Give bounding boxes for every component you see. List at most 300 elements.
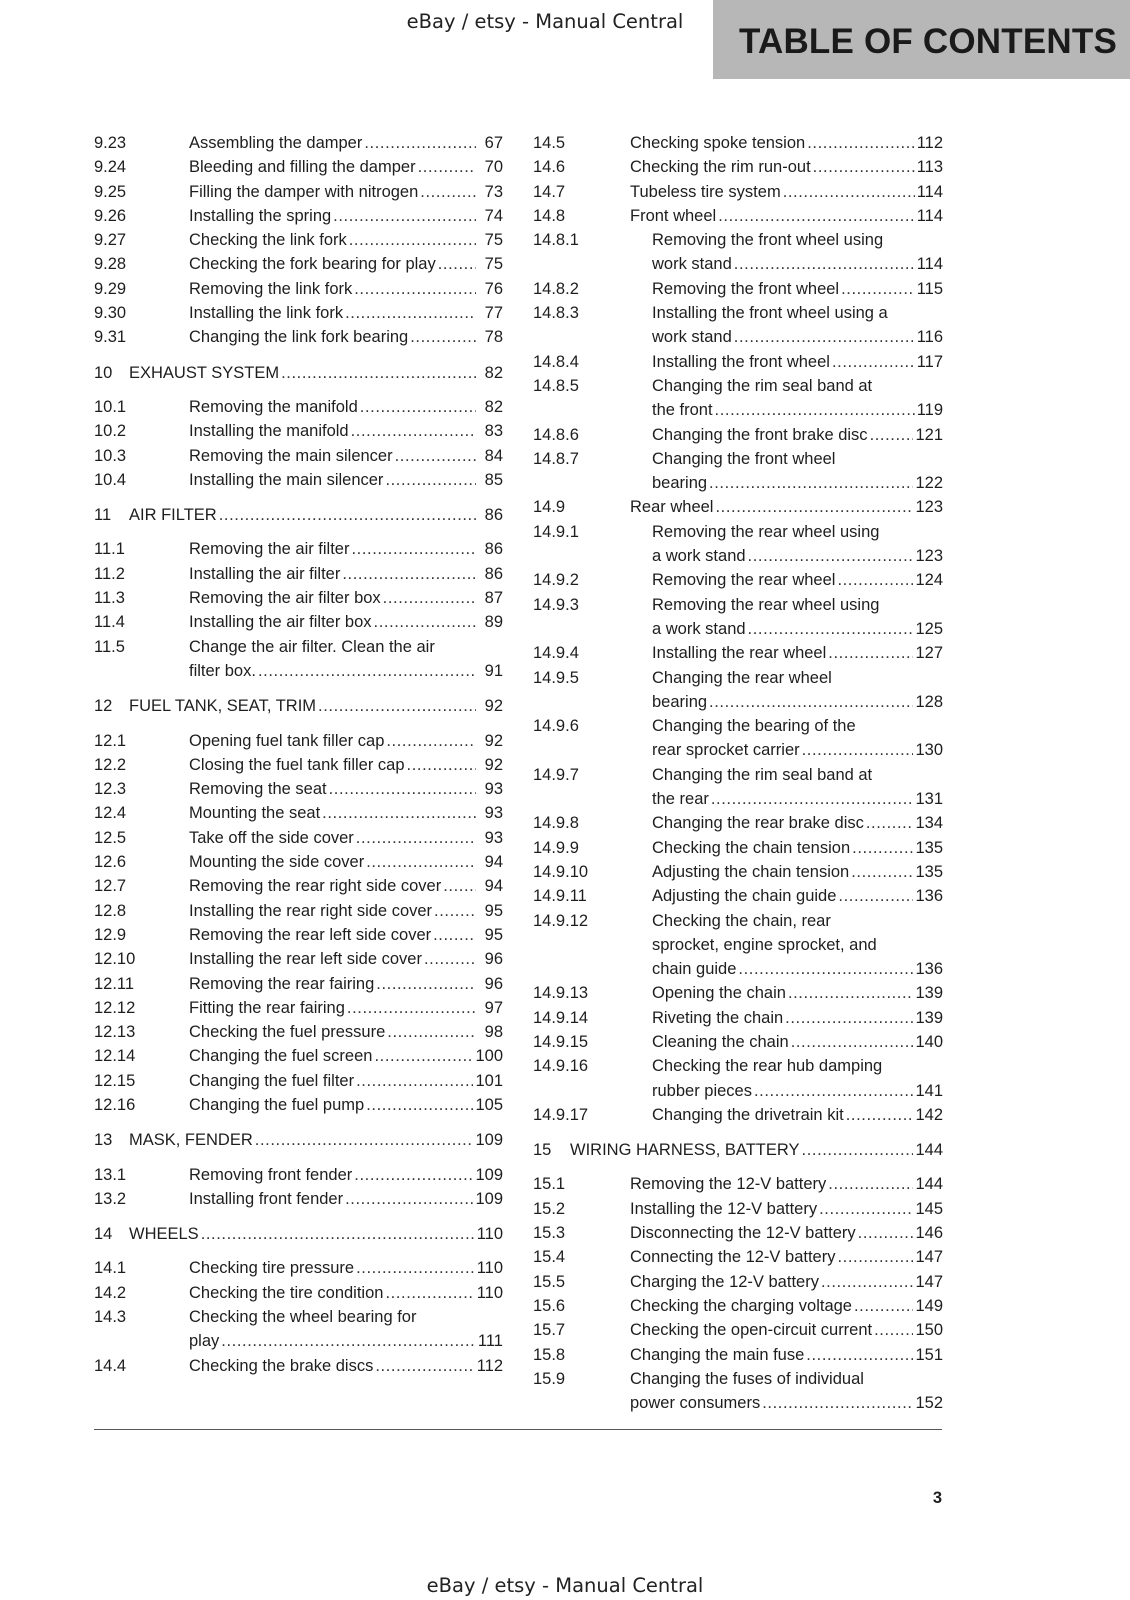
dot-leader: [806, 1343, 913, 1367]
toc-entry-number: 9.26: [94, 206, 127, 225]
toc-entry[interactable]: [94, 850, 503, 874]
toc-entry-number: 14.8.3: [533, 304, 579, 323]
dot-leader: [221, 1329, 476, 1353]
toc-page-number: 96: [484, 950, 503, 969]
dot-leader: [407, 753, 476, 777]
toc-entry[interactable]: [533, 1367, 943, 1416]
toc-entry[interactable]: [533, 301, 943, 350]
toc-page-number: 122: [915, 474, 943, 493]
toc-entry-number: 11: [94, 506, 112, 525]
toc-entry-number: 9.23: [94, 134, 127, 152]
dot-leader: [837, 1245, 913, 1269]
dot-leader: [802, 738, 914, 762]
toc-page-number: 96: [484, 974, 503, 993]
dot-leader: [356, 1069, 473, 1093]
toc-entry[interactable]: [533, 1245, 943, 1269]
toc-entry-title: Adjusting the chain guide: [652, 887, 837, 906]
toc-entry[interactable]: [94, 635, 503, 684]
toc-entry-number: 13.1: [94, 1165, 127, 1184]
toc-page-number: 101: [475, 1071, 503, 1090]
toc-entry-title: Changing the front wheel: [652, 449, 836, 468]
dot-leader: [347, 996, 476, 1020]
toc-entry-title: the front: [652, 401, 713, 420]
toc-page-number: 114: [916, 182, 943, 201]
toc-entry-number: 12: [94, 697, 113, 716]
toc-page-number: 141: [915, 1081, 943, 1100]
toc-entry-number: 15.8: [533, 1345, 566, 1364]
toc-entry[interactable]: [533, 228, 943, 277]
dot-leader: [443, 874, 476, 898]
toc-page-number: 139: [915, 984, 943, 1003]
toc-entry[interactable]: [94, 610, 503, 634]
page-number: 3: [932, 1489, 942, 1507]
toc-entry-number: 15.7: [533, 1321, 566, 1340]
toc-entry-title: Riveting the chain: [652, 1008, 784, 1027]
toc-page-number: 111: [477, 1332, 503, 1351]
dot-leader: [356, 1256, 475, 1280]
toc-entry[interactable]: [94, 1354, 503, 1378]
dot-leader: [754, 1079, 913, 1103]
toc-entry[interactable]: [533, 1221, 943, 1245]
toc-entry-number: 13.2: [94, 1189, 127, 1208]
toc-entry[interactable]: [533, 1172, 943, 1196]
toc-page-number: 134: [915, 814, 943, 833]
toc-entry[interactable]: [94, 729, 503, 753]
toc-entry[interactable]: [94, 1187, 503, 1211]
toc-entry[interactable]: [94, 562, 503, 586]
page-title: TABLE OF CONTENTS: [739, 22, 1118, 61]
dot-leader: [866, 811, 914, 835]
toc-entry[interactable]: [94, 899, 503, 923]
toc-entry[interactable]: [533, 641, 943, 665]
dot-leader: [718, 204, 914, 228]
toc-page-number: 147: [915, 1272, 943, 1291]
toc-entry-title: Removing the main silencer: [189, 446, 393, 465]
toc-page-number: 135: [915, 862, 943, 881]
toc-entry-title: WIRING HARNESS, BATTERY: [570, 1141, 800, 1160]
toc-entry-number: 14.4: [94, 1356, 127, 1375]
toc-chapter[interactable]: [94, 1222, 503, 1246]
dot-leader: [376, 972, 476, 996]
toc-entry-title: Removing the rear wheel using: [652, 522, 880, 541]
toc-page-number: 147: [915, 1248, 943, 1267]
dot-leader: [819, 1197, 913, 1221]
toc-entry[interactable]: [533, 909, 943, 982]
toc-page-number: 110: [476, 1283, 503, 1302]
toc-page-number: 86: [484, 506, 503, 525]
dot-leader: [832, 350, 915, 374]
toc-page-number: 123: [915, 547, 943, 566]
toc-entry-number: 15.5: [533, 1272, 566, 1291]
toc-entry[interactable]: [533, 836, 943, 860]
toc-entry-title: Checking the rim run-out: [630, 158, 811, 177]
dot-leader: [858, 1221, 914, 1245]
toc-entry[interactable]: [533, 666, 943, 715]
toc-entry[interactable]: [94, 972, 503, 996]
toc-entry-number: 9.28: [94, 255, 127, 274]
toc-entry[interactable]: [94, 801, 503, 825]
toc-entry-number: 14.7: [533, 182, 566, 201]
toc-entry[interactable]: [94, 874, 503, 898]
toc-entry-number: 9.27: [94, 231, 127, 250]
toc-entry[interactable]: [533, 1054, 943, 1103]
toc-page-number: 78: [484, 328, 503, 347]
toc-entry[interactable]: [94, 131, 503, 155]
toc-entry-title: Removing the seat: [189, 780, 327, 799]
dot-leader: [219, 503, 476, 527]
dot-leader: [366, 850, 476, 874]
toc-right-column: [533, 131, 943, 1415]
toc-page-number: 82: [484, 397, 503, 416]
dot-leader: [852, 836, 913, 860]
toc-entry-number: 10.2: [94, 422, 127, 441]
dot-leader: [813, 155, 915, 179]
toc-entry-number: 12.16: [94, 1095, 136, 1114]
toc-entry-number: 10: [94, 363, 113, 382]
dot-leader: [854, 1294, 913, 1318]
toc-entry[interactable]: [94, 777, 503, 801]
toc-entry-title: rubber pieces: [652, 1081, 752, 1100]
dot-leader: [354, 1163, 473, 1187]
toc-page-number: 92: [484, 731, 503, 750]
toc-entry-title: Checking the tire condition: [189, 1283, 384, 1302]
toc-entry-number: 14.8.5: [533, 376, 579, 395]
toc-entry[interactable]: [533, 131, 943, 155]
toc-entry[interactable]: [94, 826, 503, 850]
toc-entry-number: 12.1: [94, 731, 127, 750]
toc-entry-number: 14.9.14: [533, 1008, 589, 1027]
toc-entry[interactable]: [533, 1294, 943, 1318]
dot-leader: [333, 204, 476, 228]
toc-entry[interactable]: [533, 520, 943, 569]
toc-entry-number: 14.9.16: [533, 1057, 589, 1076]
toc-entry[interactable]: [94, 1093, 503, 1117]
toc-entry-number: 14.8.2: [533, 279, 579, 298]
toc-entry-number: 14.9.2: [533, 571, 579, 590]
toc-entry-title: Checking the rear hub damping: [652, 1057, 883, 1076]
toc-entry-title: Checking the wheel bearing for: [189, 1308, 417, 1327]
toc-page-number: 82: [484, 363, 503, 382]
toc-entry[interactable]: [94, 468, 503, 492]
toc-entry[interactable]: [533, 277, 943, 301]
dot-leader: [846, 1103, 914, 1127]
toc-entry[interactable]: [94, 1069, 503, 1093]
footer-divider: [94, 1429, 942, 1430]
toc-page-number: 86: [484, 540, 503, 559]
toc-page-number: 67: [484, 134, 503, 152]
toc-entry-title: Charging the 12-V battery: [630, 1272, 819, 1291]
dot-leader: [709, 471, 913, 495]
dot-leader: [785, 1006, 913, 1030]
toc-entry-title: Changing the fuel pump: [189, 1095, 365, 1114]
toc-entry-title: Closing the fuel tank filler cap: [189, 755, 405, 774]
toc-entry-number: 12.9: [94, 925, 127, 944]
toc-entry-title: Changing the front brake disc: [652, 425, 868, 444]
toc-entry-title: Opening the chain: [652, 984, 786, 1003]
dot-leader: [828, 641, 913, 665]
toc-entry-number: 14.6: [533, 158, 566, 177]
toc-entry-number: 14.9.1: [533, 522, 579, 541]
toc-page-number: 142: [915, 1105, 943, 1124]
toc-entry[interactable]: [533, 884, 943, 908]
toc-page-number: 115: [916, 279, 943, 298]
dot-leader: [322, 801, 476, 825]
toc-entry[interactable]: [94, 395, 503, 419]
toc-entry-number: 14.9.12: [533, 911, 589, 930]
toc-entry-number: 12.2: [94, 755, 127, 774]
toc-page-number: 136: [915, 887, 943, 906]
toc-entry-number: 9.29: [94, 279, 127, 298]
toc-entry-title: Checking the link fork: [189, 231, 347, 250]
toc-entry-number: 12.13: [94, 1023, 136, 1042]
dot-leader: [828, 1172, 913, 1196]
toc-entry[interactable]: [94, 753, 503, 777]
dot-leader: [351, 537, 476, 561]
toc-page-number: 150: [915, 1321, 943, 1340]
dot-leader: [838, 884, 913, 908]
toc-entry-title: Removing the front wheel using: [652, 231, 884, 250]
toc-chapter[interactable]: [94, 503, 503, 527]
toc-page-number: 123: [915, 498, 943, 517]
toc-page-number: 109: [475, 1189, 503, 1208]
toc-entry-title: Checking the fuel pressure: [189, 1023, 386, 1042]
toc-entry-number: 15.6: [533, 1296, 566, 1315]
toc-page-number: 130: [915, 741, 943, 760]
toc-entry[interactable]: [94, 252, 503, 276]
toc-entry[interactable]: [533, 155, 943, 179]
toc-chapter[interactable]: [533, 1138, 943, 1162]
toc-entry[interactable]: [533, 714, 943, 763]
toc-entry[interactable]: [94, 996, 503, 1020]
toc-entry-number: 14.9.4: [533, 644, 579, 663]
toc-entry[interactable]: [94, 923, 503, 947]
toc-page-number: 75: [484, 231, 503, 250]
dot-leader: [354, 277, 476, 301]
toc-entry[interactable]: [94, 228, 503, 252]
toc-entry[interactable]: [94, 1163, 503, 1187]
toc-entry[interactable]: [94, 1305, 503, 1354]
toc-entry-title: Installing the manifold: [189, 422, 349, 441]
toc-entry[interactable]: [533, 180, 943, 204]
dot-leader: [410, 325, 476, 349]
toc-page-number: 73: [484, 182, 503, 201]
toc-page-number: 113: [916, 158, 943, 177]
toc-entry-title: Adjusting the chain tension: [652, 862, 850, 881]
toc-page-number: 93: [484, 804, 503, 823]
toc-entry[interactable]: [533, 981, 943, 1005]
toc-entry[interactable]: [533, 204, 943, 228]
toc-page-number: 121: [915, 425, 943, 444]
dot-leader: [738, 957, 913, 981]
dot-leader: [345, 1187, 473, 1211]
toc-entry[interactable]: [533, 1270, 943, 1294]
toc-page-number: 76: [484, 279, 503, 298]
toc-page-number: 112: [916, 134, 943, 152]
toc-entry-title: Installing the air filter: [189, 564, 341, 583]
toc-entry-title: Checking the chain tension: [652, 838, 851, 857]
toc-entry-number: 15: [533, 1141, 552, 1160]
toc-entry-title: Connecting the 12-V battery: [630, 1248, 836, 1267]
toc-entry-title: sprocket, engine sprocket, and: [652, 935, 877, 954]
toc-entry-title: chain guide: [652, 960, 737, 979]
toc-entry-title: Changing the fuel filter: [189, 1071, 355, 1090]
toc-page-number: 145: [915, 1199, 943, 1218]
toc-entry-title: Changing the bearing of the: [652, 717, 856, 736]
toc-entry[interactable]: [533, 1103, 943, 1127]
toc-page-number: 93: [484, 780, 503, 799]
toc-entry[interactable]: [94, 537, 503, 561]
toc-entry[interactable]: [533, 1343, 943, 1367]
toc-entry[interactable]: [533, 593, 943, 642]
toc-entry[interactable]: [94, 419, 503, 443]
toc-entry-title: bearing: [652, 692, 708, 711]
toc-page-number: 139: [915, 1008, 943, 1027]
dot-leader: [395, 444, 476, 468]
toc-entry[interactable]: [533, 447, 943, 496]
toc-entry[interactable]: [94, 180, 503, 204]
toc-entry-number: 9.31: [94, 328, 127, 347]
toc-entry[interactable]: [533, 568, 943, 592]
dot-leader: [349, 228, 476, 252]
dot-leader: [791, 1030, 914, 1054]
toc-entry-title: Changing the rim seal band at: [652, 376, 873, 395]
toc-entry-title: filter box.: [189, 661, 256, 680]
toc-entry[interactable]: [533, 350, 943, 374]
toc-entry[interactable]: [94, 301, 503, 325]
toc-entry-title: Changing the fuses of individual: [630, 1369, 864, 1388]
dot-leader: [788, 981, 914, 1005]
toc-page-number: 91: [484, 661, 503, 680]
toc-entry-number: 14: [94, 1225, 113, 1244]
toc-page-number: 128: [915, 692, 943, 711]
toc-entry-number: 12.14: [94, 1047, 136, 1066]
toc-entry-title: Installing front fender: [189, 1189, 344, 1208]
toc-entry-number: 12.5: [94, 828, 127, 847]
toc-chapter[interactable]: [94, 361, 503, 385]
toc-entry-number: 14.8: [533, 206, 566, 225]
toc-entry-number: 15.9: [533, 1369, 566, 1388]
toc-entry[interactable]: [94, 204, 503, 228]
dot-leader: [841, 277, 915, 301]
toc-page-number: 117: [916, 352, 943, 371]
toc-entry-title: Removing the rear wheel using: [652, 595, 880, 614]
toc-entry-title: Installing the rear left side cover: [189, 950, 422, 969]
toc-entry-number: 10.1: [94, 397, 127, 416]
toc-entry-number: 14.9.13: [533, 984, 589, 1003]
toc-entry[interactable]: [94, 1281, 503, 1305]
dot-leader: [364, 131, 476, 155]
toc-entry[interactable]: [533, 860, 943, 884]
toc-entry[interactable]: [94, 1256, 503, 1280]
toc-entry[interactable]: [94, 325, 503, 349]
toc-entry-title: Installing the rear wheel: [652, 644, 827, 663]
toc-entry[interactable]: [533, 1030, 943, 1054]
toc-entry[interactable]: [533, 1006, 943, 1030]
dot-leader: [821, 1270, 914, 1294]
toc-entry-title: Installing the spring: [189, 206, 332, 225]
toc-entry[interactable]: [94, 444, 503, 468]
toc-entry-number: 14.8.6: [533, 425, 579, 444]
toc-entry-title: WHEELS: [129, 1225, 199, 1244]
toc-entry[interactable]: [94, 1044, 503, 1068]
dot-leader: [418, 155, 476, 179]
toc-entry-number: 14.3: [94, 1308, 127, 1327]
toc-entry[interactable]: [94, 586, 503, 610]
toc-entry-title: Mounting the seat: [189, 804, 321, 823]
toc-entry-title: Checking the brake discs: [189, 1356, 374, 1375]
toc-page-number: 110: [476, 1225, 503, 1244]
toc-entry-title: work stand: [652, 328, 732, 347]
toc-entry[interactable]: [533, 1318, 943, 1342]
dot-leader: [424, 947, 476, 971]
toc-entry-title: Mounting the side cover: [189, 853, 365, 872]
dot-leader: [715, 495, 913, 519]
dot-leader: [201, 1222, 475, 1246]
toc-entry-number: 11.1: [94, 540, 125, 559]
toc-entry[interactable]: [533, 1197, 943, 1221]
toc-page-number: 112: [476, 1356, 503, 1375]
toc-entry-number: 14.9.9: [533, 838, 579, 857]
toc-entry-title: Removing the air filter: [189, 540, 350, 559]
dot-leader: [802, 1138, 914, 1162]
toc-entry[interactable]: [533, 374, 943, 423]
toc-page-number: 75: [484, 255, 503, 274]
toc-entry-title: Removing the 12-V battery: [630, 1175, 827, 1194]
toc-entry[interactable]: [94, 277, 503, 301]
toc-page-number: 70: [484, 158, 503, 177]
dot-leader: [329, 777, 476, 801]
toc-entry[interactable]: [94, 947, 503, 971]
dot-leader: [385, 1281, 474, 1305]
toc-page-number: 109: [475, 1165, 503, 1184]
toc-entry-title: Removing the link fork: [189, 279, 353, 298]
toc-entry-number: 12.8: [94, 901, 127, 920]
toc-entry-title: Cleaning the chain: [652, 1032, 789, 1051]
toc-page-number: 114: [916, 206, 943, 225]
toc-chapter[interactable]: [94, 694, 503, 718]
toc-entry[interactable]: [94, 1020, 503, 1044]
toc-entry-title: the rear: [652, 790, 709, 809]
toc-entry[interactable]: [94, 155, 503, 179]
toc-entry[interactable]: [533, 423, 943, 447]
toc-entry-title: Removing the rear right side cover: [189, 877, 442, 896]
dot-leader: [748, 617, 914, 641]
dot-leader: [748, 544, 914, 568]
toc-entry[interactable]: [533, 763, 943, 812]
toc-entry[interactable]: [533, 811, 943, 835]
toc-page-number: 149: [915, 1296, 943, 1315]
toc-entry[interactable]: [533, 495, 943, 519]
dot-leader: [366, 1093, 473, 1117]
toc-page-number: 87: [484, 589, 503, 608]
toc-entry-title: Installing the link fork: [189, 304, 344, 323]
toc-entry-number: 14.2: [94, 1283, 127, 1302]
toc-entry-number: 12.15: [94, 1071, 136, 1090]
dot-leader: [837, 568, 913, 592]
toc-page-number: 116: [916, 328, 943, 347]
toc-page-number: 110: [476, 1259, 503, 1278]
toc-entry-title: Removing the front wheel: [652, 279, 840, 298]
toc-page-number: 109: [475, 1131, 503, 1150]
toc-page-number: 84: [484, 446, 503, 465]
toc-entry-number: 12.7: [94, 877, 127, 896]
toc-chapter[interactable]: [94, 1128, 503, 1152]
toc-entry-number: 12.11: [94, 974, 135, 993]
toc-entry-number: 14.9.8: [533, 814, 579, 833]
toc-page-number: 105: [475, 1095, 503, 1114]
toc-entry-number: 14.9.10: [533, 862, 589, 881]
toc-entry-title: Installing the front wheel using a: [652, 304, 888, 323]
